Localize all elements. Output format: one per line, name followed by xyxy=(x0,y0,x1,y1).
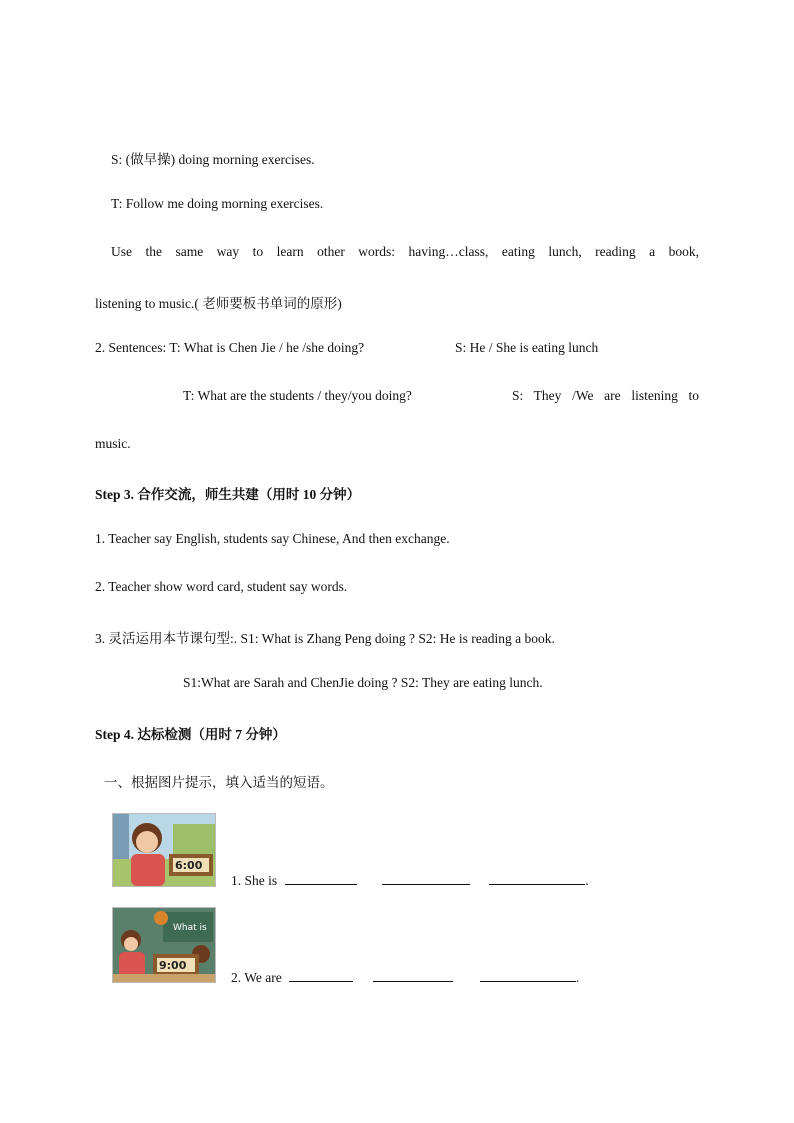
q1-line xyxy=(231,872,589,889)
step2-listening-line: listening to music.( 老师要板书单词的原形) xyxy=(95,296,342,311)
q1-period: . xyxy=(585,873,589,888)
q2-line xyxy=(231,969,579,986)
q2-clock-time: 9:00 xyxy=(159,959,187,972)
q1-blank-2[interactable] xyxy=(382,872,470,885)
step3-heading: Step 3. 合作交流，师生共建（用时 10 分钟） xyxy=(95,487,361,502)
step4-instruction: 一、根据图片提示，填入适当的短语。 xyxy=(104,775,334,790)
step2-use-same-line: Use the same way to learn other words: having…class, eating lunch, reading a book, xyxy=(111,244,699,259)
girl-with-clock-illustration-icon xyxy=(113,814,215,886)
step3-item2: 2. Teacher show word card, student say words. xyxy=(95,579,348,594)
step2-sentences-b-answer: S: They /We are listening to xyxy=(512,388,699,403)
step3-item3: 3. 灵活运用本节课句型:. S1: What is Zhang Peng doing ? S2: He is reading a book. xyxy=(95,631,555,646)
step2-t1-line: T: Follow me doing morning exercises. xyxy=(111,196,324,211)
q1-picture xyxy=(112,813,216,887)
step2-sentences-b: T: What are the students / they/you doing? xyxy=(183,388,412,403)
q2-prefix: 2. We are xyxy=(231,970,282,985)
q2-picture xyxy=(112,907,216,983)
q1-blank-1[interactable] xyxy=(285,872,357,885)
q1-blank-3[interactable] xyxy=(489,872,585,885)
classroom-with-clock-illustration-icon xyxy=(113,908,215,982)
step4-heading: Step 4. 达标检测（用时 7 分钟） xyxy=(95,727,286,742)
q2-blank-3[interactable] xyxy=(480,969,576,982)
step2-music-line: music. xyxy=(95,436,131,451)
q2-period: . xyxy=(575,970,580,985)
step2-sentences-a-answer: S: He / She is eating lunch xyxy=(455,340,599,355)
step3-item3b: S1:What are Sarah and ChenJie doing ? S2: They are eating lunch. xyxy=(183,675,543,690)
q2-blank-1[interactable] xyxy=(289,969,353,982)
step2-sentences-a: 2. Sentences: T: What is Chen Jie / he /she doing? xyxy=(95,340,365,355)
q1-prefix: 1. She is xyxy=(231,873,278,888)
step3-item1: 1. Teacher say English, students say Chinese, And then exchange. xyxy=(95,531,450,546)
step2-s1-line: S: (做早操) doing morning exercises. xyxy=(111,152,315,167)
q1-clock-time: 6:00 xyxy=(175,859,203,872)
q2-board-text: What is xyxy=(173,923,207,933)
q2-blank-2[interactable] xyxy=(373,969,453,982)
